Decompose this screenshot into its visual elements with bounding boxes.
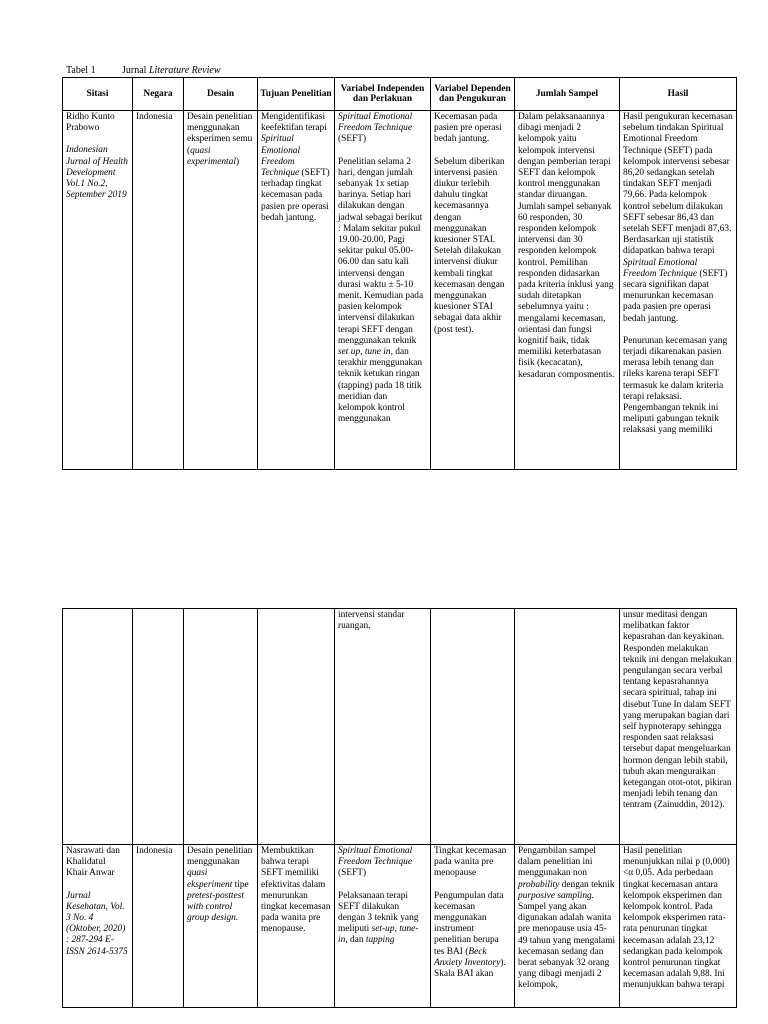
cell-negara bbox=[133, 609, 184, 845]
table-row bbox=[63, 609, 737, 845]
cell-negara: Indonesia bbox=[133, 845, 184, 1008]
cell-hasil: Hasil penelitian menunjukkan nilai p (0,000)<α 0,05. Ada perbedaan tingkat kecemasan antara kelompok eksperimen dan kelompok kontrol. Pada kelompok eksperimen rata-rata penurunan tingkat kecemasan adalah 23,12 sedangkan pada kelompok kontrol penurunan tingkat kecemasan adalah 9,88. Ini menunjukkan bahwa terapi bbox=[620, 845, 737, 1008]
header-sitasi: Sitasi bbox=[63, 78, 133, 111]
cell-sitasi bbox=[63, 845, 133, 1008]
cell-jumlah-sampel: Dalam pelaksanaannya dibagi menjadi 2 kelompok yaitu kelompok intervensi dengan pemberian terapi SEFT dan kelompok kontrol menggunakan standar diruangan. Jumlah sampel sebanyak 60 responden, 30 responden kelompok intervensi dan 30 responden kelompok kontrol. Pemilihan responden didasarkan pada kriteria inklusi yang sudah ditetapkan sebelumnya yaitu : mengalami kecemasan, orientasi dan fungsi kognitif baik, tidak memiliki keterbatasan fisik (kecacatan), kesadaran composmentis. bbox=[515, 111, 620, 470]
header-variabel-independen: Variabel Independen dan Perlakuan bbox=[335, 78, 431, 111]
sitasi-journal: Jurnal Kesehatan, Vol. 3 No. 4 (Oktober, 2020) : 287-294 E-ISSN 2614-5375 bbox=[66, 890, 128, 957]
sitasi-author: Ridho Kunto Prabowo bbox=[66, 112, 115, 134]
header-hasil: Hasil bbox=[620, 78, 737, 111]
literature-table-page-1 bbox=[62, 77, 737, 470]
table-row bbox=[63, 845, 737, 1008]
table-caption bbox=[66, 65, 221, 77]
cell-hasil: unsur meditasi dengan melibatkan faktor kepasrahan dan keyakinan. Responden melakukan teknik ini dengan melakukan pengulangan secara verbal tentang kepasrahannya secara spiritual, tahap ini disebut Tune In dalam SEFT yang merupakan bagian dari self hypnoterapy sehingga responden saat relaksasi tersebut dapat mengeluarkan hormon dengan lebih stabil, tubuh akan menguraikan ketegangan otot-otot, pikiran menjadi lebih tenang dan tentram (Zainuddin, 2012). bbox=[620, 609, 737, 845]
cell-variabel-independen: Spiritual Emotional Freedom Technique (SEFT) Penelitian selama 2 hari, dengan jumlah sebanyak 1x setiap harinya. Setiap hari dilakukan dengan jadwal sebagai berikut : Malam sekitar pukul 19.00-20.00, Pagi sekitar pukul 05.00-06.00 dan satu kali intervensi dengan durasi waktu ± 5-10 menit. Kemudian pada pasien kelompok intervensi dilakukan terapi SEFT dengan menggunakan teknik set up, tune in, dan terakhir menggunakan teknik ketukan ringan (tapping) pada 18 titik meridian dan kelompok kontrol menggunakan bbox=[335, 111, 431, 470]
cell-variabel-independen: Spiritual Emotional Freedom Technique (SEFT) Pelaksanaan terapi SEFT dilakukan dengan 3 teknik yang meliputi set-up, tune-in, dan tapping bbox=[335, 845, 431, 1008]
cell-variabel-independen: intervensi standar ruangan. bbox=[335, 609, 431, 845]
header-tujuan: Tujuan Penelitian bbox=[258, 78, 335, 111]
cell-jumlah-sampel bbox=[515, 609, 620, 845]
table-number: Tabel 1 bbox=[66, 65, 96, 76]
header-variabel-dependen: Variabel Dependen dan Pengukuran bbox=[431, 78, 515, 111]
header-row bbox=[63, 78, 737, 111]
cell-negara: Indonesia bbox=[133, 111, 184, 470]
cell-variabel-dependen: Tingkat kecemasan pada wanita pre menopause Pengumpulan data kecemasan menggunakan instrument penelitian berupa tes BAI (Beck Anxiety Inventory). Skala BAI akan bbox=[431, 845, 515, 1008]
cell-sitasi bbox=[63, 111, 133, 470]
cell-hasil: Hasil pengukuran kecemasan sebelum tindakan Spiritual Emotional Freedom Technique (SEFT) pada kelompok intervensi sebesar 86,20 sedangkan setelah tindakan SEFT menjadi 79,66. Pada kelompok kontrol sebelum dilakukan SEFT sebesar 86,43 dan setelah SEFT menjadi 87,63. Berdasarkan uji statistik didapatkan bahwa terapi Spiritual Emotional Freedom Technique (SEFT) secara signifikan dapat menurunkan kecemasan pada pasien pre operasi bedah jantung. Penurunan kecemasan yang terjadi dikarenakan pasien merasa lebih tenang dan rileks karena terapi SEFT termasuk ke dalam kriteria terapi relaksasi. Pengembangan teknik ini meliputi gabungan teknik relaksasi yang memiliki bbox=[620, 111, 737, 470]
sitasi-author: Nasrawati dan Khalidatul Khair Anwar bbox=[66, 846, 120, 879]
cell-sitasi bbox=[63, 609, 133, 845]
header-desain: Desain bbox=[184, 78, 258, 111]
table-row bbox=[63, 111, 737, 470]
header-jumlah-sampel: Jumlah Sampel bbox=[515, 78, 620, 111]
cell-desain: Desain penelitian menggunakan quasi eksperiment tipe pretest-posttest with control group design. bbox=[184, 845, 258, 1008]
cell-desain: Desain penelitian menggunakan eksperimen semu (quasi experimental) bbox=[184, 111, 258, 470]
cell-jumlah-sampel: Pengambilan sampel dalam penelitian ini menggunakan non probability dengan teknik purposive sampling. Sampel yang akan digunakan adalah wanita pre menopause usia 45-49 tahun yang mengalami kecemasan sedang dan berat sebanyak 32 orang yang dibagi menjadi 2 kelompok, bbox=[515, 845, 620, 1008]
cell-variabel-dependen: Kecemasan pada pasien pre operasi bedah jantung. Sebelum diberikan intervensi pasien diukur terlebih dahulu tingkat kecemasannya dengan menggunakan kuesioner STAI. Setelah dilakukan intervensi diukur kembali tingkat kecemasan dengan menggunakan kuesioner STAI sebagai data akhir (post test). bbox=[431, 111, 515, 470]
sitasi-journal: Indonesian Jurnal of Health Development Vol.1 No.2, September 2019 bbox=[66, 145, 128, 201]
header-negara: Negara bbox=[133, 78, 184, 111]
cell-tujuan: Membuktikan bahwa terapi SEFT memiliki efektivitas dalam menurunkan tingkat kecemasan pada wanita pre menopause. bbox=[258, 845, 335, 1008]
literature-table-page-2 bbox=[62, 608, 737, 1008]
cell-tujuan: Mengidentifikasi keefektifan terapi Spiritual Emotional Freedom Technique (SEFT) terhadap tingkat kecemasan pada pasien pre operasi bedah jantung. bbox=[258, 111, 335, 470]
cell-tujuan bbox=[258, 609, 335, 845]
table-title: Jurnal Literature Review bbox=[122, 65, 221, 76]
cell-variabel-dependen bbox=[431, 609, 515, 845]
cell-desain bbox=[184, 609, 258, 845]
